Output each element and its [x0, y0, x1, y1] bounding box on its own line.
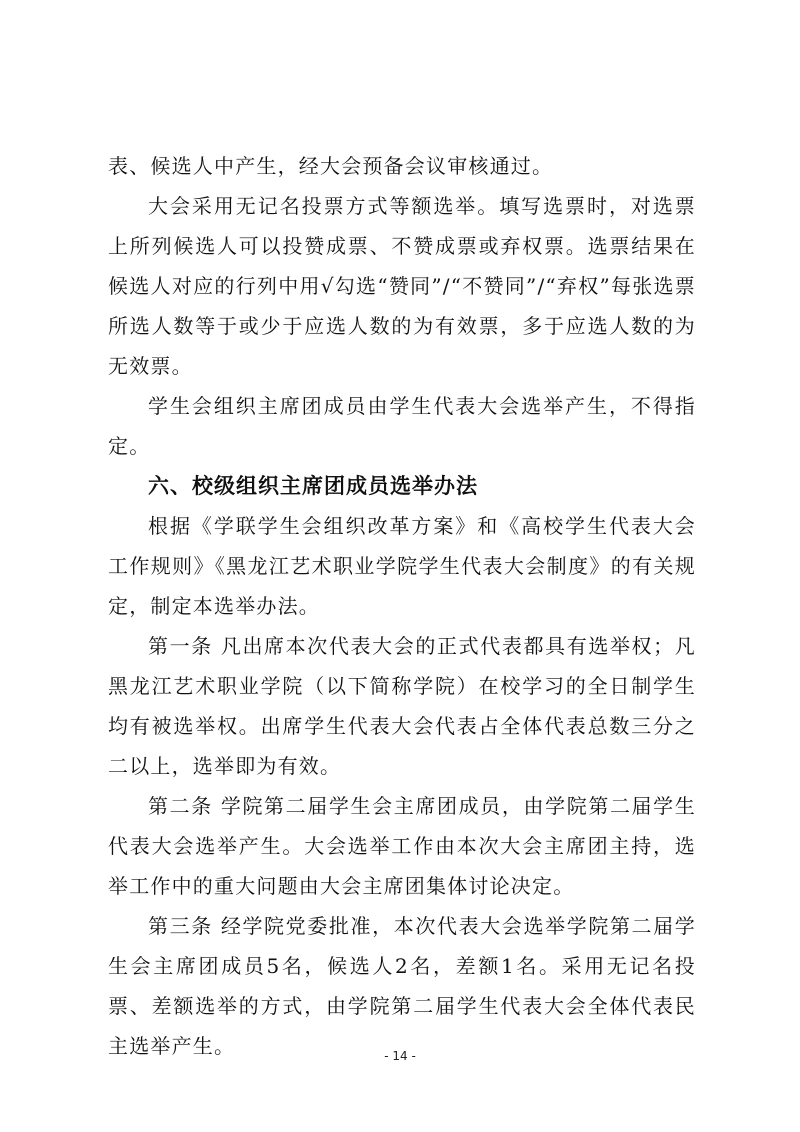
paragraph-article-3: 第三条 经学院党委批准，本次代表大会选举学院第二届学生会主席团成员5名，候选人2名，差额1名。采用无记名投票、差额选举的方式，由学院第二届学生代表大会全体代表民主选举产生。: [108, 914, 696, 1058]
section-heading: 六、校级组织主席团成员选举办法: [148, 474, 478, 498]
paragraph-article-2: 第二条 学院第二届学生会主席团成员，由学院第二届学生代表大会选举产生。大会选举工作由本次大会主席团主持，选举工作中的重大问题由大会主席团集体讨论决定。: [108, 794, 696, 898]
page-number: - 14 -: [384, 1049, 416, 1063]
paragraph-continuation: 表、候选人中产生，经大会预备会议审核通过。: [108, 154, 554, 178]
paragraph-article-1: 第一条 凡出席本次代表大会的正式代表都具有选举权；凡黑龙江艺术职业学院（以下简称学院）在校学习的全日制学生均有被选举权。出席学生代表大会代表占全体代表总数三分之二以上，选举即为有效。: [108, 634, 696, 778]
paragraph-basis: 根据《学联学生会组织改革方案》和《高校学生代表大会工作规则》《黑龙江艺术职业学院学生代表大会制度》的有关规定，制定本选举办法。: [108, 514, 696, 618]
document-body: [108, 146, 696, 1066]
paragraph-presidium-election: 学生会组织主席团成员由学生代表大会选举产生，不得指定。: [108, 394, 696, 458]
paragraph-voting-method: 大会采用无记名投票方式等额选举。填写选票时，对选票上所列候选人可以投赞成票、不赞成票或弃权票。选票结果在候选人对应的行列中用√勾选“赞同”/“不赞同”/“弃权”每张选票所选人数等于或少于应选人数的为有效票，多于应选人数的为无效票。: [108, 194, 696, 378]
